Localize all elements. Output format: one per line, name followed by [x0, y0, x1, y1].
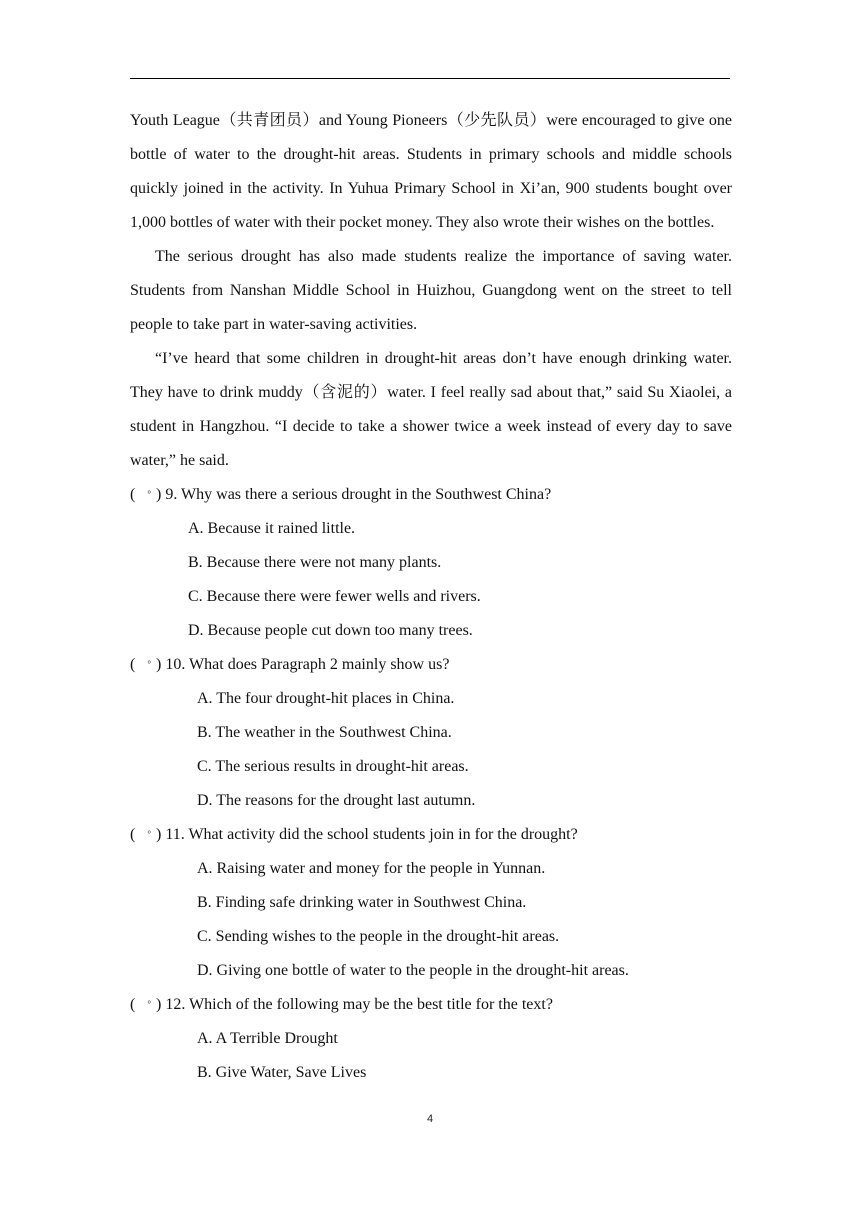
page-content	[130, 104, 732, 1090]
question-11	[130, 818, 732, 988]
question-text: 10. What does Paragraph 2 mainly show us?	[165, 656, 450, 673]
option-a: A. Raising water and money for the people in Yunnan.	[197, 860, 546, 877]
option-b: B. Finding safe drinking water in Southwest China.	[197, 894, 527, 911]
option-list	[130, 512, 732, 648]
option-b: B. The weather in the Southwest China.	[197, 724, 452, 741]
option-a: A. A Terrible Drought	[197, 1030, 338, 1047]
question-stem: ( ° ) 9. Why was there a serious drought in the Southwest China?	[130, 478, 732, 512]
passage-paragraph-3: “I’ve heard that some children in drought-hit areas don’t have enough drinking water. They have to drink muddy（含泥的）water. I feel really sad about that,” said Su Xiaolei, a student in Hangzhou. “I decide to take a shower twice a week instead of every day to save water,” he said.	[130, 350, 732, 469]
page-number: 4	[426, 1113, 434, 1125]
question-9	[130, 478, 732, 648]
option-d: D. Giving one bottle of water to the people in the drought-hit areas.	[197, 962, 629, 979]
header-rule	[130, 78, 730, 79]
option-d: D. The reasons for the drought last autumn.	[197, 792, 476, 809]
option-b: B. Give Water, Save Lives	[197, 1064, 367, 1081]
passage-paragraph-2: The serious drought has also made students realize the importance of saving water. Students from Nanshan Middle School in Huizhou, Guangdong went on the street to tell people to take part in water-saving activities.	[130, 248, 732, 333]
option-a: A. The four drought-hit places in China.	[197, 690, 455, 707]
answer-blank[interactable]: ( °	[130, 656, 151, 673]
answer-blank[interactable]: ( °	[130, 996, 151, 1013]
option-list	[130, 1022, 732, 1090]
option-a: A. Because it rained little.	[188, 520, 356, 537]
option-b: B. Because there were not many plants.	[188, 554, 442, 571]
question-text: 11. What activity did the school students join in for the drought?	[165, 826, 578, 843]
question-10	[130, 648, 732, 818]
option-d: D. Because people cut down too many trees.	[188, 622, 473, 639]
question-text: 12. Which of the following may be the best title for the text?	[165, 996, 553, 1013]
question-stem: ( ° ) 11. What activity did the school students join in for the drought?	[130, 818, 732, 852]
option-c: C. The serious results in drought-hit areas.	[197, 758, 469, 775]
answer-blank[interactable]: ( °	[130, 826, 151, 843]
option-list	[130, 852, 732, 988]
option-c: C. Sending wishes to the people in the drought-hit areas.	[197, 928, 560, 945]
question-stem: ( ° ) 12. Which of the following may be the best title for the text?	[130, 988, 732, 1022]
question-12	[130, 988, 732, 1090]
question-text: 9. Why was there a serious drought in the Southwest China?	[165, 486, 552, 503]
question-stem: ( ° ) 10. What does Paragraph 2 mainly show us?	[130, 648, 732, 682]
option-list	[130, 682, 732, 818]
answer-blank[interactable]: ( °	[130, 486, 151, 503]
option-c: C. Because there were fewer wells and rivers.	[188, 588, 481, 605]
passage-paragraph-1: Youth League（共青团员）and Young Pioneers（少先队员）were encouraged to give one bottle of water to the drought-hit areas. Students in primary schools and middle schools quickly joined in the activity. In Yuhua Primary School in Xi’an, 900 students bought over 1,000 bottles of water with their pocket money. They also wrote their wishes on the bottles.	[130, 112, 732, 231]
